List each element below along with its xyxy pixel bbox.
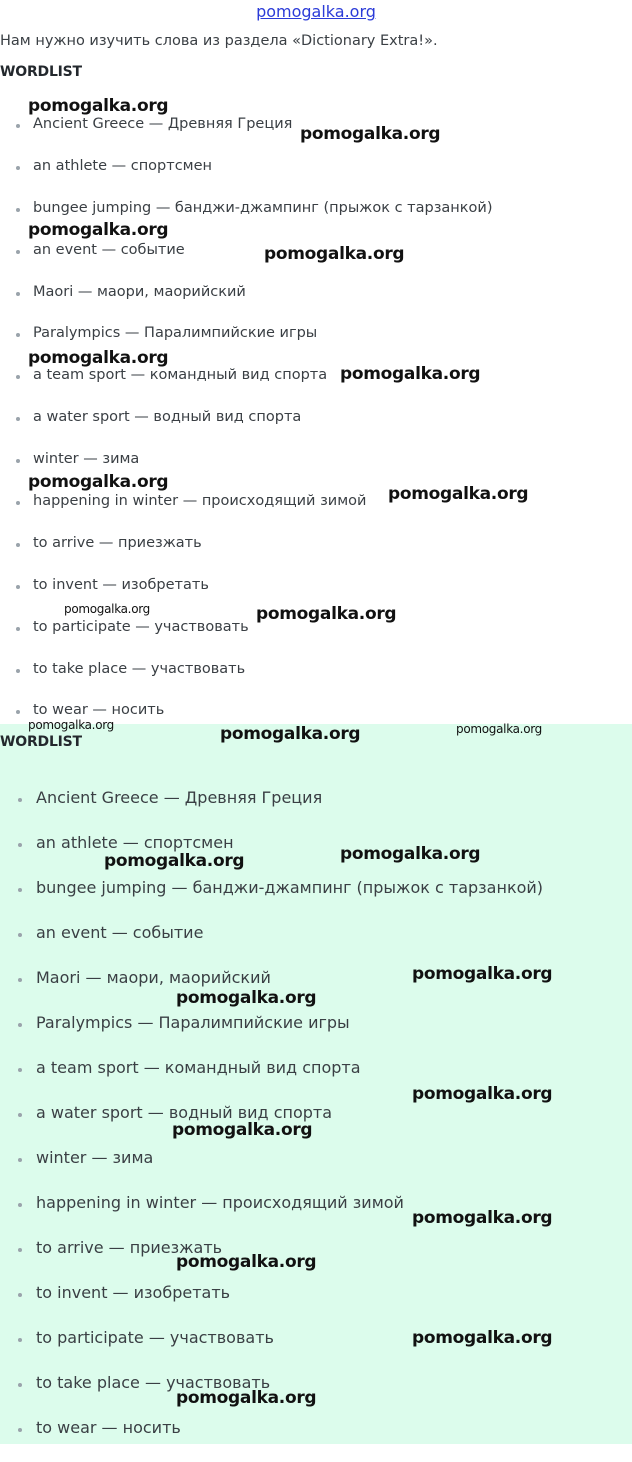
bullet-icon [16, 250, 20, 254]
bullet-icon [18, 1338, 22, 1342]
watermark: pomogalka.org [176, 1252, 317, 1272]
bullet-icon [16, 710, 20, 714]
bullet-icon [16, 333, 20, 337]
watermark: pomogalka.org [220, 724, 361, 744]
list-item: an athlete — спортсмен [0, 156, 493, 198]
watermark: pomogalka.org [412, 1328, 553, 1348]
list-item: winter — зима [0, 449, 493, 491]
watermark: pomogalka.org [28, 96, 169, 116]
bullet-icon [18, 1068, 22, 1072]
bullet-icon [16, 208, 20, 212]
list-item: an athlete — спортсмен [0, 832, 543, 877]
bullet-icon [18, 1428, 22, 1432]
watermark: pomogalka.org [412, 1208, 553, 1228]
list-item: a team sport — командный вид спорта [0, 1057, 543, 1102]
bullet-icon [16, 292, 20, 296]
bullet-icon [16, 543, 20, 547]
bullet-icon [16, 375, 20, 379]
list-item: to invent — изобретать [0, 1282, 543, 1327]
bullet-icon [18, 1158, 22, 1162]
bullet-icon [16, 669, 20, 673]
wordlist-heading: WORDLIST [0, 734, 82, 750]
list-item: bungee jumping — банджи-джампинг (прыжок с тарзанкой) [0, 198, 493, 240]
bullet-icon [16, 124, 20, 128]
watermark: pomogalka.org [340, 364, 481, 384]
list-item: to take place — участвовать [0, 1372, 543, 1417]
bullet-icon [16, 627, 20, 631]
watermark: pomogalka.org [388, 484, 529, 504]
list-item: Ancient Greece — Древняя Греция [0, 787, 543, 832]
watermark: pomogalka.org [176, 1388, 317, 1408]
bullet-icon [16, 459, 20, 463]
bullet-icon [18, 888, 22, 892]
list-item: Maori — маори, маорийский [0, 967, 543, 1012]
bullet-icon [18, 933, 22, 937]
bullet-icon [18, 1023, 22, 1027]
list-item: to arrive — приезжать [0, 533, 493, 575]
list-item: Maori — маори, маорийский [0, 282, 493, 324]
bullet-icon [18, 798, 22, 802]
list-item: a water sport — водный вид спорта [0, 407, 493, 449]
watermark: pomogalka.org [412, 964, 553, 984]
wordlist [0, 114, 493, 742]
site-link[interactable]: pomogalka.org [256, 2, 376, 21]
list-item: to wear — носить [0, 1417, 543, 1462]
watermark: pomogalka.org [172, 1120, 313, 1140]
watermark: pomogalka.org [256, 604, 397, 624]
list-item: Paralympics — Паралимпийские игры [0, 323, 493, 365]
watermark: pomogalka.org [264, 244, 405, 264]
watermark: pomogalka.org [64, 602, 150, 616]
list-item: an event — событие [0, 240, 493, 282]
wordlist-heading: WORDLIST [0, 64, 82, 80]
watermark: pomogalka.org [28, 220, 169, 240]
list-item: to take place — участвовать [0, 659, 493, 701]
watermark: pomogalka.org [176, 988, 317, 1008]
list-item: winter — зима [0, 1147, 543, 1192]
bullet-icon [16, 417, 20, 421]
list-item: to invent — изобретать [0, 575, 493, 617]
list-item: happening in winter — происходящий зимой [0, 1192, 543, 1237]
bullet-icon [18, 978, 22, 982]
watermark: pomogalka.org [28, 348, 169, 368]
bullet-icon [18, 1248, 22, 1252]
bullet-icon [18, 1113, 22, 1117]
list-item: a water sport — водный вид спорта [0, 1102, 543, 1147]
list-item: a team sport — командный вид спорта [0, 365, 493, 407]
bullet-icon [18, 1203, 22, 1207]
intro-text: Нам нужно изучить слова из раздела «Dictionary Extra!». [0, 33, 438, 49]
bullet-icon [18, 1293, 22, 1297]
list-item: to arrive — приезжать [0, 1237, 543, 1282]
watermark: pomogalka.org [28, 472, 169, 492]
list-item: happening in winter — происходящий зимой [0, 491, 493, 533]
wordlist-section-2 [0, 718, 632, 1444]
bullet-icon [18, 1383, 22, 1387]
list-item: to participate — участвовать [0, 1327, 543, 1372]
bullet-icon [18, 843, 22, 847]
bullet-icon [16, 166, 20, 170]
list-item: Paralympics — Паралимпийские игры [0, 1012, 543, 1057]
watermark: pomogalka.org [28, 718, 114, 732]
wordlist-section-1 [0, 0, 632, 724]
watermark: pomogalka.org [300, 124, 441, 144]
list-item: Ancient Greece — Древняя Греция [0, 114, 493, 156]
watermark: pomogalka.org [104, 851, 245, 871]
bullet-icon [16, 585, 20, 589]
watermark: pomogalka.org [412, 1084, 553, 1104]
list-item: an event — событие [0, 922, 543, 967]
list-item: to wear — носить [0, 700, 493, 742]
list-item: to participate — участвовать [0, 617, 493, 659]
watermark: pomogalka.org [456, 722, 542, 736]
bullet-icon [16, 501, 20, 505]
list-item: bungee jumping — банджи-джампинг (прыжок с тарзанкой) [0, 877, 543, 922]
watermark: pomogalka.org [340, 844, 481, 864]
